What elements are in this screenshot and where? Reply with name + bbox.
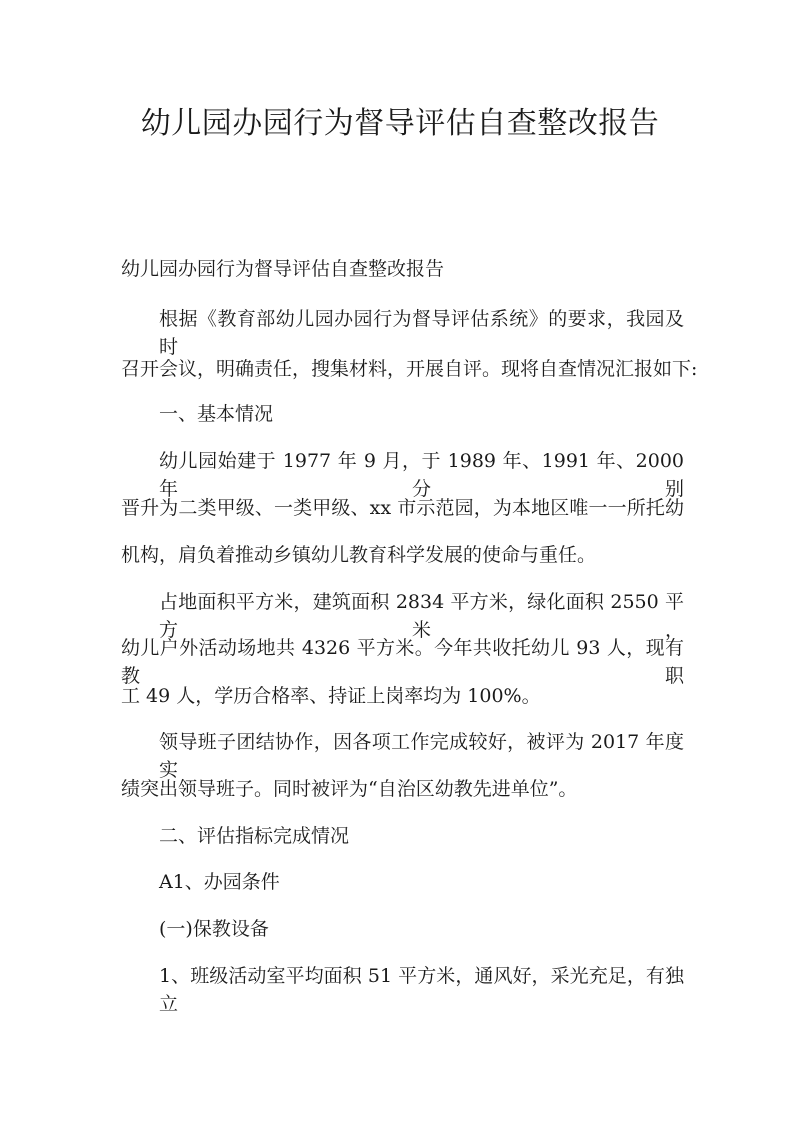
paragraph-line: 根据《教育部幼儿园办园行为督导评估系统》的要求，我园及时 [159, 308, 684, 358]
paragraph-line: 机构，肩负着推动乡镇幼儿教育科学发展的使命与重任。 [121, 544, 597, 566]
paragraph-line: 召开会议，明确责任，搜集材料，开展自评。现将自查情况汇报如下: [121, 358, 698, 380]
subsection-heading: (一)保教设备 [159, 918, 269, 940]
section-heading: 二、评估指标完成情况 [159, 825, 350, 847]
subtitle-line: 幼儿园办园行为督导评估自查整改报告 [121, 258, 445, 280]
paragraph-line: 领导班子团结协作，因各项工作完成较好，被评为 2017 年度实 [159, 731, 684, 781]
document-title: 幼儿园办园行为督导评估自查整改报告 [140, 106, 660, 141]
section-heading: 一、基本情况 [159, 403, 274, 425]
paragraph-line: 幼儿户外活动场地共 4326 平方米。今年共收托幼儿 93 人，现有教职 [121, 637, 684, 687]
paragraph-line: 晋升为二类甲级、一类甲级、xx 市示范园，为本地区唯一一所托幼 [121, 497, 684, 519]
paragraph-line: 幼儿园始建于 1977 年 9 月，于 1989 年、1991 年、2000 年分别 [159, 450, 684, 500]
paragraph-line: 占地面积平方米，建筑面积 2834 平方米，绿化面积 2550 平方米， [159, 591, 684, 641]
subsection-heading: A1、办园条件 [159, 871, 280, 893]
paragraph-line: 工 49 人，学历合格率、持证上岗率均为 100%。 [121, 685, 541, 707]
paragraph-line: 绩突出领导班子。同时被评为“自治区幼教先进单位”。 [121, 778, 578, 800]
paragraph-line: 1、班级活动室平均面积 51 平方米，通风好，采光充足，有独立 [159, 965, 684, 1015]
